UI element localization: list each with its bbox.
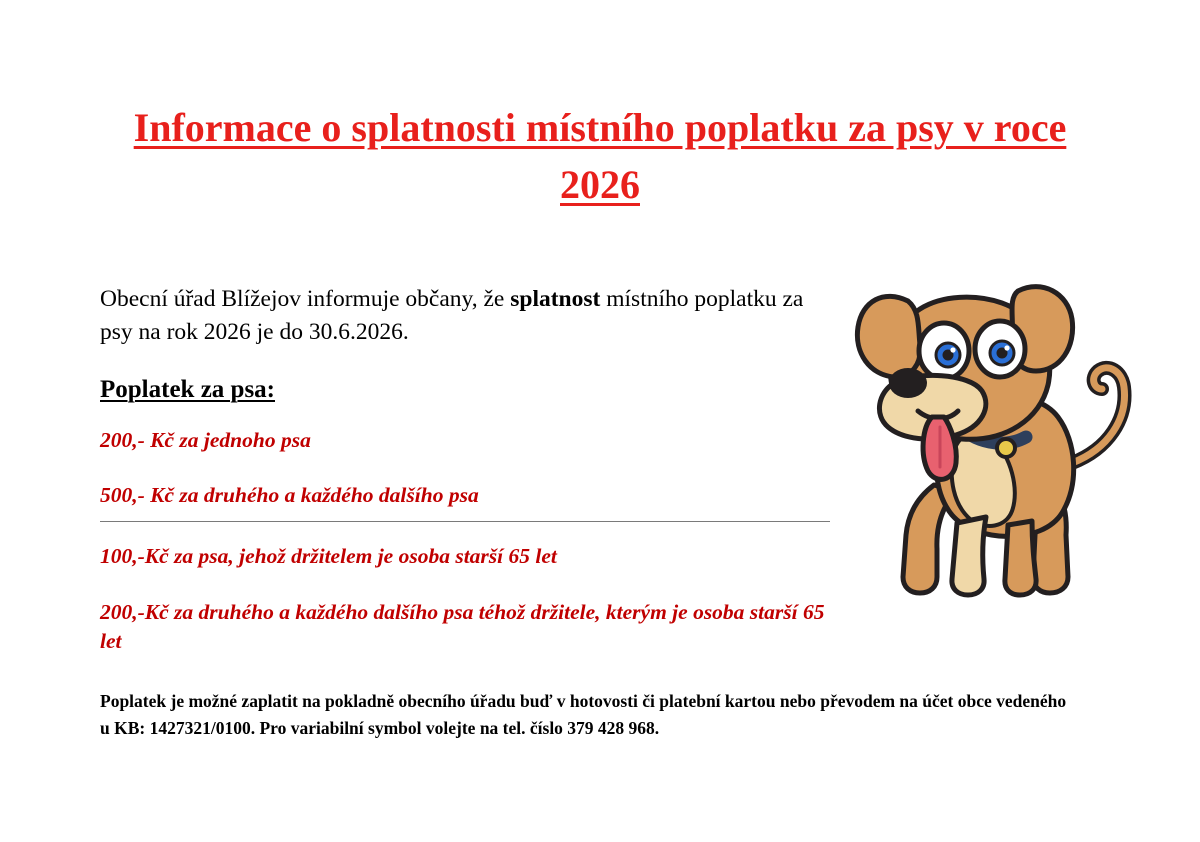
- intro-text-part1: Obecní úřad Blížejov informuje občany, že: [100, 286, 511, 312]
- content-block: [100, 283, 830, 657]
- dog-icon: [836, 205, 1166, 625]
- fee-item: 100,-Kč za psa, jehož držitelem je osoba starší 65 let: [100, 544, 557, 569]
- fee-item: 200,- Kč za jednoho psa: [100, 427, 311, 452]
- dog-illustration: [836, 205, 1166, 625]
- fee-list: [100, 426, 830, 657]
- page-title: Informace o splatnosti místního poplatku za psy v roce 2026: [133, 105, 1067, 207]
- fee-item: 500,- Kč za druhého a každého dalšího psa: [100, 481, 830, 522]
- intro-text-part2: místního poplatku za psy na rok 2026 je do 30.6.2026.: [100, 286, 804, 346]
- intro-paragraph: [100, 283, 830, 350]
- intro-bold-word: splatnost: [510, 286, 601, 312]
- fee-subheading: Poplatek za psa:: [100, 375, 275, 403]
- subheading-wrapper: [100, 376, 830, 426]
- fee-item: 200,-Kč za druhého a každého dalšího psa téhož držitele, kterým je osoba starší 65 let: [100, 599, 825, 654]
- payment-footer: Poplatek je možné zaplatit na pokladně obecního úřadu buď v hotovosti či platební kartou nebo převodem na účet obce vedeného u KB: 1427321/0100. Pro variabilní symbol volejte na tel. číslo 379 428 968.: [100, 691, 1067, 739]
